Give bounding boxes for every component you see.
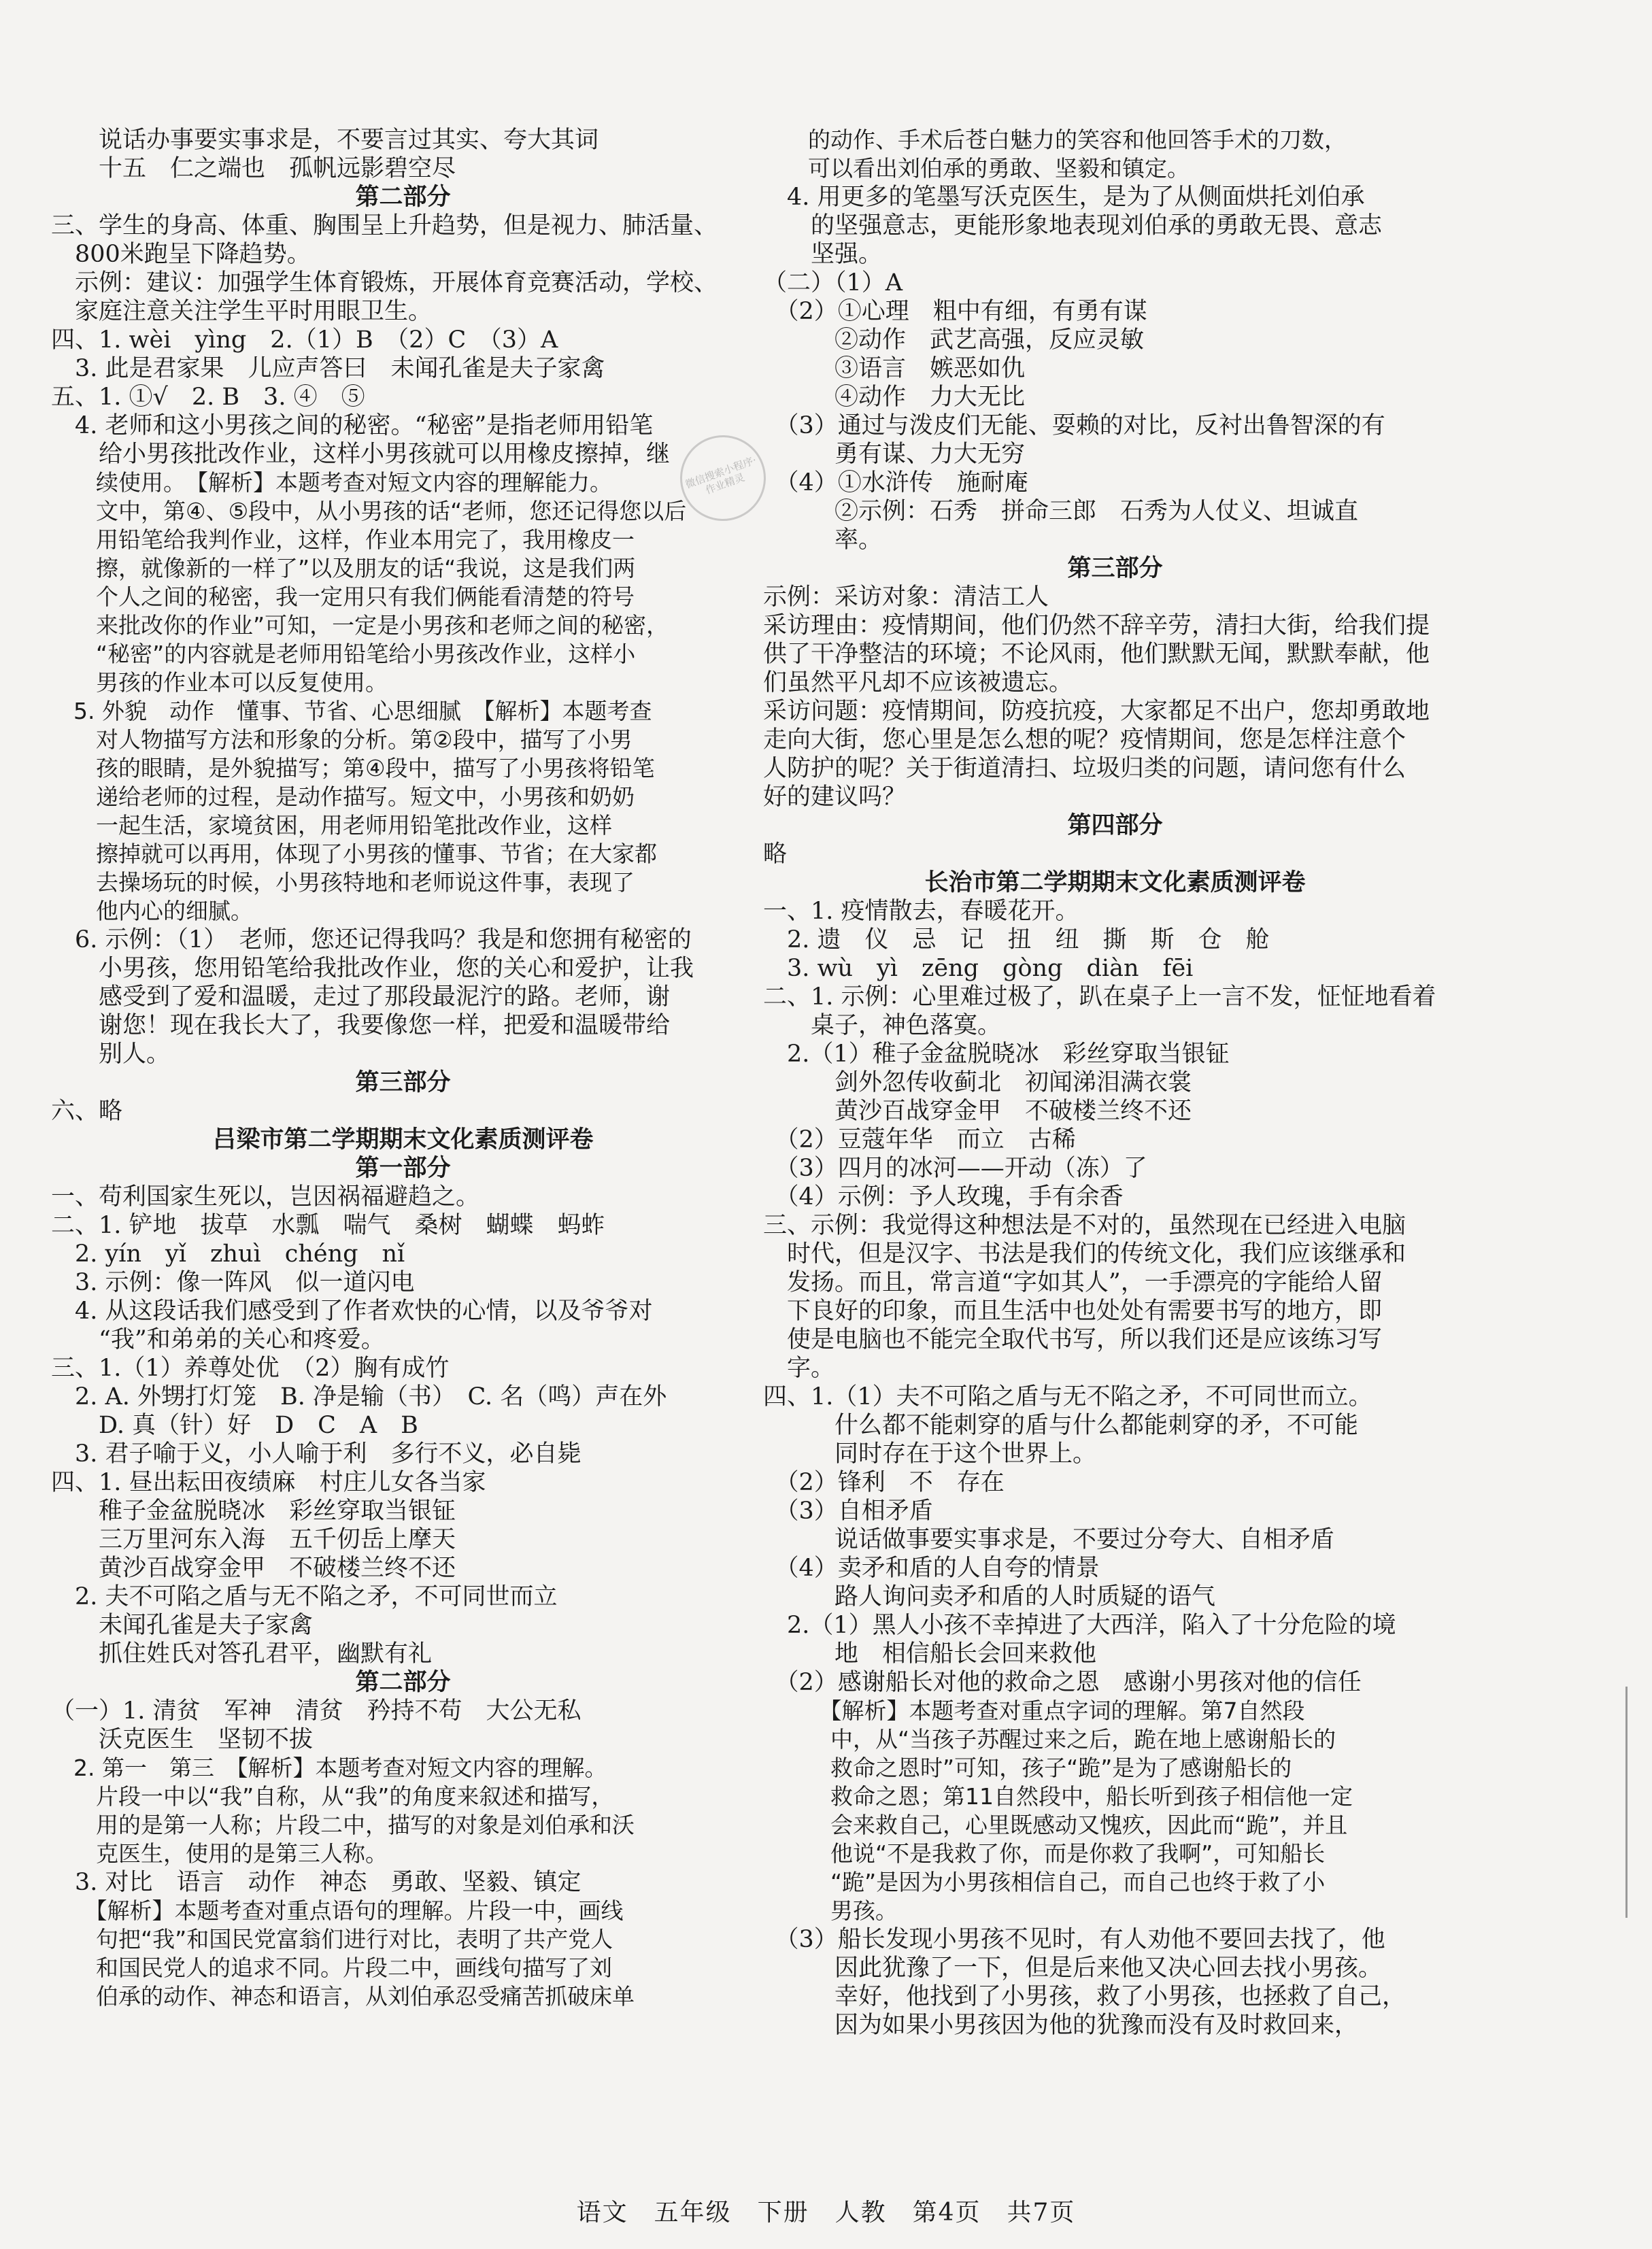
analysis-line: “跪”是因为小男孩相信自己，而自己也终于救了小 [763, 1869, 1326, 1895]
text-line: （一）1. 清贫 军神 清贫 矜持不苟 大公无私 [51, 1697, 581, 1725]
analysis-line: 救命之恩时”可知，孩子“跪”是为了感谢船长的 [763, 1755, 1292, 1781]
left-column [51, 126, 755, 2011]
text-line: （3）通过与泼皮们无能、耍赖的对比，反衬出鲁智深的有 [763, 412, 1385, 439]
text-line: 字。 [763, 1355, 835, 1382]
analysis-line: 和国民党人的追求不同。片段二中，画线句描写了刘 [51, 1955, 612, 1981]
text-line: 说话做事要实事求是，不要过分夸大、自相矛盾 [763, 1526, 1335, 1553]
exam-title: 长治市第二学期期末文化素质测评卷 [924, 869, 1306, 896]
text-line: 沃克医生 坚韧不拔 [51, 1726, 314, 1753]
section-heading: 第二部分 [355, 1669, 451, 1696]
text-line: ②示例：石秀 拼命三郎 石秀为人仗义、坦诚直 [763, 498, 1359, 525]
analysis-line: 一起生活，家境贫困，用老师用铅笔批改作业，这样 [51, 812, 612, 839]
text-line: （二）（1）A [763, 269, 903, 297]
analysis-line: 句把“我”和国民党富翁们进行对比，表明了共产党人 [51, 1926, 613, 1952]
text-line: 坚强。 [763, 241, 883, 268]
analysis-line: 伯承的动作、神态和语言，从刘伯承忍受痛苦抓破床单 [51, 1983, 635, 2010]
analysis-line: 可以看出刘伯承的勇敢、坚毅和镇定。 [763, 155, 1190, 182]
text-line: 三、示例：我觉得这种想法是不对的，虽然现在已经进入电脑 [763, 1212, 1406, 1239]
text-line: （3）船长发现小男孩不见时，有人劝他不要回去找了，他 [763, 1926, 1385, 1953]
text-line: 4. 用更多的笔墨写沃克医生，是为了从侧面烘托刘伯承 [763, 184, 1365, 211]
text-line: （3）自相矛盾 [763, 1498, 933, 1525]
text-line: （3）四月的冰河——开动（冻）了 [763, 1155, 1147, 1182]
text-line: 黄沙百战穿金甲 不破楼兰终不还 [763, 1098, 1192, 1125]
text-line: 稚子金盆脱晓冰 彩丝穿取当银钲 [51, 1498, 456, 1525]
text-line: 小男孩，您用铅笔给我批改作业，您的关心和爱护，让我 [51, 955, 694, 982]
section-heading: 第一部分 [355, 1155, 451, 1182]
text-line: 给小男孩批改作业，这样小男孩就可以用橡皮擦掉，继 [51, 441, 671, 468]
text-line: 2.（1）黑人小孩不幸掉进了大西洋，陷入了十分危险的境 [763, 1612, 1396, 1639]
page-footer: 语文 五年级 下册 人教 第4页 共7页 [576, 2199, 1076, 2227]
text-line: 示例：采访对象：清洁工人 [763, 584, 1049, 611]
text-line: 什么都不能刺穿的盾与什么都能刺穿的矛，不可能 [763, 1412, 1359, 1439]
text-line: 抓住姓氏对答孔君平，幽默有礼 [51, 1640, 433, 1668]
analysis-line: 克医生，使用的是第三人称。 [51, 1840, 388, 1867]
text-line: 3. 对比 语言 动作 神态 勇敢、坚毅、镇定 [51, 1869, 581, 1896]
text-line: （2）豆蔻年华 而立 古稀 [763, 1126, 1076, 1153]
text-line: 桌子，神色落寞。 [763, 1012, 1002, 1039]
scan-edge-line [1625, 1687, 1628, 1918]
text-line: 十五 仁之端也 孤帆远影碧空尽 [51, 155, 456, 182]
analysis-line: 孩的眼睛，是外貌描写；第④段中，描写了小男孩将铅笔 [51, 755, 655, 781]
text-line: 2. 夫不可陷之盾与无不陷之矛，不可同世而立 [51, 1583, 558, 1610]
text-line: 采访问题：疫情期间，防疫抗疫，大家都足不出户，您却勇敢地 [763, 698, 1430, 725]
text-line: 六、略 [51, 1098, 123, 1125]
text-line: 走向大街，您心里是怎么想的呢？疫情期间，您是怎样注意个 [763, 726, 1406, 754]
analysis-line: 对人物描写方法和形象的分析。第②段中，描写了小男 [51, 726, 633, 753]
text-line: 示例：建议：加强学生体育锻炼，开展体育竞赛活动，学校、 [51, 269, 718, 297]
text-line: 因此犹豫了一下，但是后来他又决心回去找小男孩。 [763, 1955, 1383, 1982]
text-line: 路人询问卖矛和盾的人时质疑的语气 [763, 1583, 1216, 1610]
section-heading: 第二部分 [355, 184, 451, 211]
text-line: 时代，但是汉字、书法是我们的传统文化，我们应该继承和 [763, 1240, 1406, 1268]
analysis-line: 男孩。 [763, 1897, 898, 1924]
text-line: 二、1. 示例：心里难过极了，趴在桌子上一言不发，怔怔地看着 [763, 983, 1436, 1011]
text-line: 黄沙百战穿金甲 不破楼兰终不还 [51, 1555, 456, 1582]
analysis-line: 中，从“当孩子苏醒过来之后，跪在地上感谢船长的 [763, 1726, 1336, 1753]
text-line: 五、1. ①√ 2. B 3. ④ ⑤ [51, 384, 365, 411]
text-line: 使是电脑也不能完全取代书写，所以我们还是应该练习写 [763, 1326, 1383, 1353]
section-heading: 第四部分 [1067, 812, 1163, 839]
text-line: （2）感谢船长对他的救命之恩 感谢小男孩对他的信任 [763, 1669, 1362, 1696]
text-line: 三、学生的身高、体重、胸围呈上升趋势，但是视力、肺活量、 [51, 212, 718, 239]
text-line: D. 真（针）好 D C A B [51, 1412, 418, 1439]
text-line: 3. 示例：像一阵风 似一道闪电 [51, 1269, 415, 1296]
text-line: 的坚强意志，更能形象地表现刘伯承的勇敢无畏、意志 [763, 212, 1383, 239]
analysis-line: 续使用。 【解析】本题考查对短文内容的理解能力。 [51, 469, 612, 496]
analysis-line: 【解析】本题考查对重点语句的理解。片段一中，画线 [51, 1897, 624, 1924]
text-line: 地 相信船长会回来救他 [763, 1640, 1097, 1668]
text-line: （4）①水浒传 施耐庵 [763, 469, 1028, 496]
analysis-line: 【解析】本题考查对重点字词的理解。第7自然段 [763, 1697, 1305, 1724]
analysis-line: “秘密”的内容就是老师用铅笔给小男孩改作业，这样小 [51, 641, 636, 667]
analysis-line: 男孩的作业本可以反复使用。 [51, 669, 388, 696]
text-line: ③语言 嫉恶如仇 [763, 355, 1026, 382]
analysis-line: 用铅笔给我判作业，这样，作业本用完了，我用橡皮一 [51, 526, 635, 553]
analysis-line: 擦，就像新的一样了”以及朋友的话“我说，这是我们两 [51, 555, 636, 581]
analysis-line: 2. 第一 第三 【解析】本题考查对短文内容的理解。 [51, 1755, 607, 1781]
text-line: 二、1. 铲地 拔草 水瓢 喘气 桑树 蝴蝶 蚂蚱 [51, 1212, 605, 1239]
text-line: 下良好的印象，而且生活中也处处有需要书写的地方，即 [763, 1298, 1383, 1325]
text-line: （2）锋利 不 存在 [763, 1469, 1005, 1496]
text-line: 四、1. wèi yìng 2.（1）B （2）C （3）A [51, 326, 558, 354]
text-line: 好的建议吗？ [763, 783, 907, 811]
text-line: 四、1. 昼出耘田夜绩麻 村庄儿女各当家 [51, 1469, 486, 1496]
analysis-line: 他内心的细腻。 [51, 898, 253, 924]
text-line: 3. wù yì zēng gòng diàn fēi [763, 955, 1194, 982]
text-line: 一、苟利国家生死以，岂因祸福避趋之。 [51, 1183, 480, 1211]
text-line: 感受到了爱和温暖，走过了那段最泥泞的路。老师，谢 [51, 983, 671, 1011]
text-line: 略 [763, 841, 788, 868]
right-column [763, 126, 1467, 2040]
text-line: 剑外忽传收蓟北 初闻涕泪满衣裳 [763, 1069, 1192, 1096]
text-line: 4. 从这段话我们感受到了作者欢快的心情，以及爷爷对 [51, 1298, 653, 1325]
text-line: 3. 此是君家果 儿应声答曰 未闻孔雀是夫子家禽 [51, 355, 605, 382]
analysis-line: 的动作、手术后苍白魅力的笑容和他回答手术的刀数， [763, 126, 1347, 153]
exam-title: 吕梁市第二学期期末文化素质测评卷 [212, 1126, 594, 1153]
analysis-line: 片段一中以“我”自称，从“我”的角度来叙述和描写， [51, 1783, 614, 1810]
text-line: 三、1.（1）养尊处优 （2）胸有成竹 [51, 1355, 450, 1382]
text-line: 因为如果小男孩因为他的犹豫而没有及时救回来， [763, 2012, 1359, 2039]
text-line: 2. 遗 仪 忌 记 扭 纽 撕 斯 仓 舱 [763, 926, 1270, 953]
analysis-line: 他说“不是我救了你，而是你救了我啊”，可知船长 [763, 1840, 1326, 1867]
text-line: 别人。 [51, 1041, 171, 1068]
analysis-line: 文中，第④、⑤段中，从小男孩的话“老师，您还记得您以后 [51, 498, 687, 524]
section-heading: 第三部分 [355, 1069, 451, 1096]
analysis-line: 5. 外貌 动作 懂事、节省、心思细腻 【解析】本题考查 [51, 698, 652, 724]
text-line: 家庭注意关注学生平时用眼卫生。 [51, 298, 433, 325]
analysis-line: 递给老师的过程，是动作描写。短文中，小男孩和奶奶 [51, 783, 635, 810]
text-line: 谢您！现在我长大了，我要像您一样，把爱和温暖带给 [51, 1012, 671, 1039]
text-line: 供了干净整洁的环境；不论风雨，他们默默无闻，默默奉献，他 [763, 641, 1430, 668]
watermark-stamp: 微信搜索小程序·作业精灵 [668, 423, 777, 532]
text-line: 2. yín yǐ zhuì chéng nǐ [51, 1240, 405, 1268]
text-line: （4）卖矛和盾的人自夸的情景 [763, 1555, 1100, 1582]
text-line: 4. 老师和这小男孩之间的秘密。“秘密”是指老师用铅笔 [51, 412, 654, 439]
text-line: 勇有谋、力大无穷 [763, 441, 1026, 468]
analysis-line: 擦掉就可以再用，体现了小男孩的懂事、节省；在大家都 [51, 841, 657, 867]
text-line: 们虽然平凡却不应该被遗忘。 [763, 669, 1073, 696]
text-line: 同时存在于这个世界上。 [763, 1440, 1097, 1468]
text-line: （2）①心理 粗中有细，有勇有谋 [763, 298, 1147, 325]
text-line: 三万里河东入海 五千仞岳上摩天 [51, 1526, 456, 1553]
text-line: 率。 [763, 526, 883, 554]
text-line: 6. 示例：（1） 老师，您还记得我吗？我是和您拥有秘密的 [51, 926, 692, 953]
text-line: “我”和弟弟的关心和疼爱。 [51, 1326, 385, 1353]
text-line: 800米跑呈下降趋势。 [51, 241, 311, 268]
text-line: 人防护的呢？关于街道清扫、垃圾归类的问题，请问您有什么 [763, 755, 1406, 782]
analysis-line: 去操场玩的时候，小男孩特地和老师说这件事，表现了 [51, 869, 635, 896]
text-line: 2. A. 外甥打灯笼 B. 净是输（书） C. 名（鸣）声在外 [51, 1383, 667, 1410]
text-line: 2.（1）稚子金盆脱晓冰 彩丝穿取当银钲 [763, 1041, 1230, 1068]
text-line: （4）示例：予人玫瑰，手有余香 [763, 1183, 1124, 1211]
text-line: 发扬。而且，常言道“字如其人”，一手漂亮的字能给人留 [763, 1269, 1383, 1296]
text-line: ④动作 力大无比 [763, 384, 1026, 411]
analysis-line: 救命之恩；第11自然段中，船长听到孩子相信他一定 [763, 1783, 1353, 1810]
analysis-line: 来批改你的作业”可知，一定是小男孩和老师之间的秘密， [51, 612, 669, 639]
text-line: 未闻孔雀是夫子家禽 [51, 1612, 314, 1639]
analysis-line: 会来救自己，心里既感动又愧疚，因此而“跪”，并且 [763, 1812, 1348, 1838]
analysis-line: 用的是第一人称；片段二中，描写的对象是刘伯承和沃 [51, 1812, 635, 1838]
text-line: 3. 君子喻于义，小人喻于利 多行不义，必自毙 [51, 1440, 581, 1468]
text-line: ②动作 武艺高强，反应灵敏 [763, 326, 1145, 354]
text-line: 一、1. 疫情散去，春暖花开。 [763, 898, 1079, 925]
text-line: 幸好，他找到了小男孩，救了小男孩，也拯救了自己， [763, 1983, 1406, 2010]
text-line: 说话办事要实事求是，不要言过其实、夸大其词 [51, 126, 599, 154]
analysis-line: 个人之间的秘密，我一定用只有我们俩能看清楚的符号 [51, 584, 635, 610]
section-heading: 第三部分 [1067, 555, 1163, 582]
text-line: 四、1.（1）夫不可陷之盾与无不陷之矛，不可同世而立。 [763, 1383, 1372, 1410]
text-line: 采访理由：疫情期间，他们仍然不辞辛劳，清扫大街，给我们提 [763, 612, 1430, 639]
